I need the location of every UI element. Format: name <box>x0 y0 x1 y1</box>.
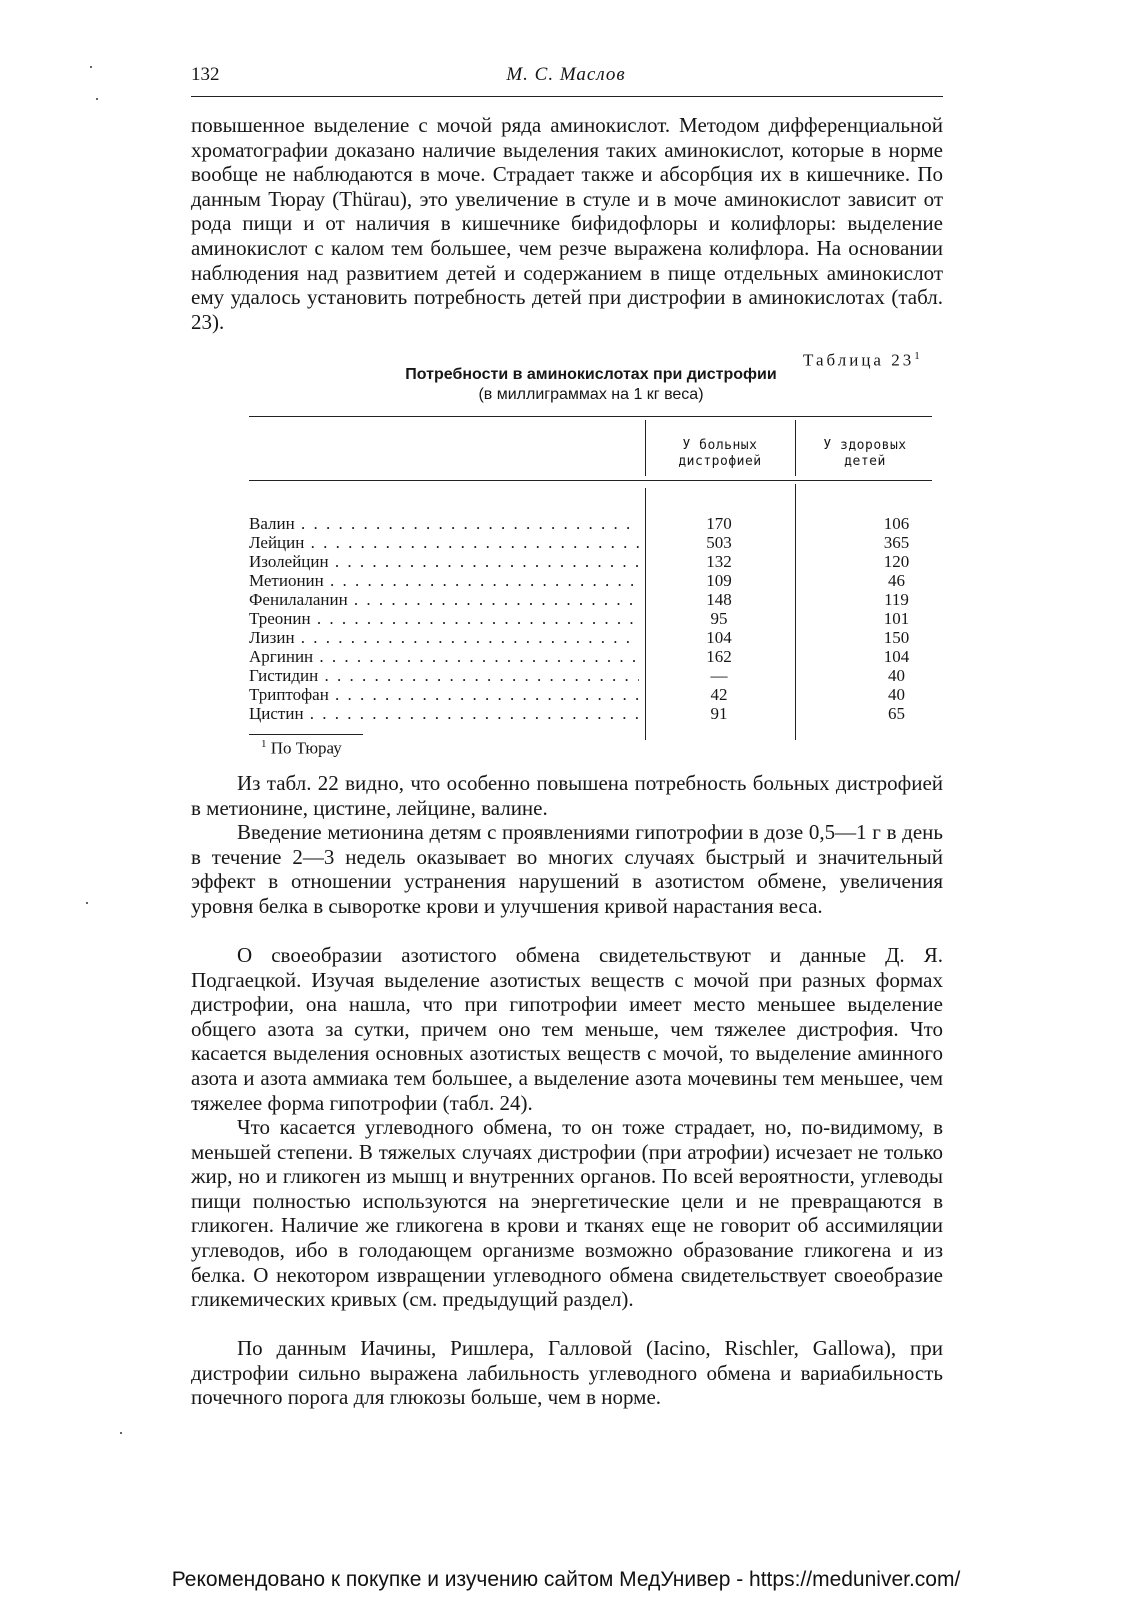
table-row <box>249 571 949 590</box>
table-subtitle: (в миллиграммах на 1 кг веса) <box>478 386 704 403</box>
footnote-text: По Тюрау <box>270 738 342 758</box>
running-title: М. С. Маслов <box>506 64 626 85</box>
row-sick: 132 <box>706 552 732 571</box>
paragraph-carbohydrate: Что касается углеводного обмена, то он тоже страдает, но, по-видимому, в меньшей степени. В тяжелых случаях дистрофии (при атрофии) исчезает не только жир, но и гликоген из мышц и внутренних органов. По всей вероятности, углеводы пищи полностью используются на энергетические цели и не превращаются в гликоген. Наличие же гликогена в крови и тканях еще не говорит об ассимиляции углеводов, ибо в голодающем организме возможно образование гликогена и из белка. О некотором извращении углеводного обмена свидетельствует своеобразие гликемических кривых (см. предыдущий раздел). <box>191 1115 943 1312</box>
table-footnote <box>261 738 342 759</box>
row-sick: 503 <box>706 533 732 552</box>
row-healthy: 65 <box>888 704 905 723</box>
row-healthy: 365 <box>883 533 910 552</box>
table-rule-header <box>249 480 932 481</box>
speck <box>86 902 88 904</box>
table-title: Потребности в аминокислотах при дистрофии <box>405 366 777 383</box>
row-name: Триптофан . . . <box>249 685 639 704</box>
row-sick: — <box>710 666 728 685</box>
row-name: Метионин . . . <box>249 571 639 590</box>
paragraph-table-summary: Из табл. 22 видно, что особенно повышена потребность больных дистрофией в метионине, цистине, лейцине, валине. <box>191 771 943 820</box>
page-number: 132 <box>191 64 220 85</box>
table-row <box>249 666 949 685</box>
row-healthy: 106 <box>883 514 910 533</box>
footnote-mark: 1 <box>261 738 267 750</box>
table-row <box>249 609 949 628</box>
row-sick: 104 <box>706 628 732 647</box>
row-name: Лизин . . . <box>249 628 639 647</box>
table-row <box>249 514 949 533</box>
row-sick: 91 <box>710 704 728 723</box>
row-name: Гистидин . . . <box>249 666 639 685</box>
table-caption-note: 1 <box>914 350 920 362</box>
footer-watermark[interactable]: Рекомендовано к покупке и изучению сайтом МедУнивер - https://meduniver.com/ <box>171 1568 961 1591</box>
table-row <box>249 704 949 723</box>
speck <box>90 66 92 68</box>
paragraph-nitrogen: О своеобразии азотистого обмена свидетельствуют и данные Д. Я. Подгаецкой. Изучая выделение азотистых веществ с мочой при разных формах дистрофии, она нашла, что при гипотрофии имеет место меньшее выделение общего азота за сутки, причем оно тем меньше, чем тяжелее дистрофия. Что касается выделения основных азотистых веществ с мочой, то выделение аминного азота и азота аммиака тем большее, а выделение азота мочевины тем меньшее, чем тяжелее форма гипотрофии (табл. 24). <box>191 943 943 1115</box>
row-healthy: 101 <box>883 609 910 628</box>
row-name: Фенилаланин . . . <box>249 590 639 609</box>
table-header-healthy: У здоровых детей <box>823 438 907 469</box>
paragraph-intro: повышенное выделение с мочой ряда аминокислот. Методом дифференциальной хроматографии доказано наличие выделения таких аминокислот, которые в норме вообще не наблюдаются в моче. Страдает также и абсорбция их в кишечнике. По данным Тюрау (Thürau), это увеличение в стуле и в моче аминокислот зависит от рода пищи и от наличия в кишечнике бифидофлоры и колифлоры: выделение аминокислот с калом тем большее, чем резче выражена колифлора. На основании наблюдения над развитием детей и содержанием в пище отдельных аминокислот ему удалось установить потребность детей при дистрофии в аминокислотах (табл. 23). <box>191 113 943 334</box>
table-divider-1 <box>645 420 646 476</box>
footnote-rule <box>249 734 363 735</box>
paragraph-lability: По данным Иачины, Ришлера, Галловой (Iacino, Rischler, Gallowa), при дистрофии сильно выражена лабильность углеводного обмена и вариабильность почечного порога для глюкозы больше, чем в норме. <box>191 1336 943 1410</box>
row-name: Изолейцин . . . <box>249 552 639 571</box>
row-sick: 42 <box>710 685 728 704</box>
row-healthy: 40 <box>888 666 905 685</box>
row-healthy: 40 <box>888 685 905 704</box>
table-row <box>249 552 949 571</box>
row-sick: 95 <box>710 609 728 628</box>
table-divider-2 <box>795 420 796 476</box>
speck <box>120 1432 122 1434</box>
speck <box>96 98 98 100</box>
row-name: Аргинин . . . <box>249 647 639 666</box>
row-healthy: 119 <box>884 590 909 609</box>
table-row <box>249 647 949 666</box>
row-sick: 170 <box>706 514 732 533</box>
table-rule-top <box>249 416 932 417</box>
table-row <box>249 590 949 609</box>
table-row <box>249 628 949 647</box>
row-name: Треонин . . . <box>249 609 639 628</box>
row-name: Валин . . . <box>249 514 639 533</box>
row-name: Цистин . . . <box>249 704 639 723</box>
row-sick: 148 <box>706 590 732 609</box>
paragraph-methionine: Введение метионина детям с проявлениями гипотрофии в дозе 0,5—1 г в день в течение 2—3 недель оказывает во многих случаях быстрый и значительный эффект в отношении устранения нарушений в азотистом обмене, увеличения уровня белка в сыворотке крови и улучшения кривой нарастания веса. <box>191 820 943 918</box>
row-healthy: 104 <box>883 647 910 666</box>
row-healthy: 120 <box>883 552 910 571</box>
row-healthy: 46 <box>888 571 905 590</box>
row-healthy: 150 <box>883 628 910 647</box>
table-caption-text: Таблица 23 <box>803 350 915 370</box>
table-row <box>249 533 949 552</box>
header-rule <box>191 96 943 97</box>
row-sick: 109 <box>706 571 732 590</box>
table-row <box>249 685 949 704</box>
table-header-sick: У больных дистрофией <box>678 438 762 469</box>
row-sick: 162 <box>706 647 732 666</box>
row-name: Лейцин . . . <box>249 533 639 552</box>
